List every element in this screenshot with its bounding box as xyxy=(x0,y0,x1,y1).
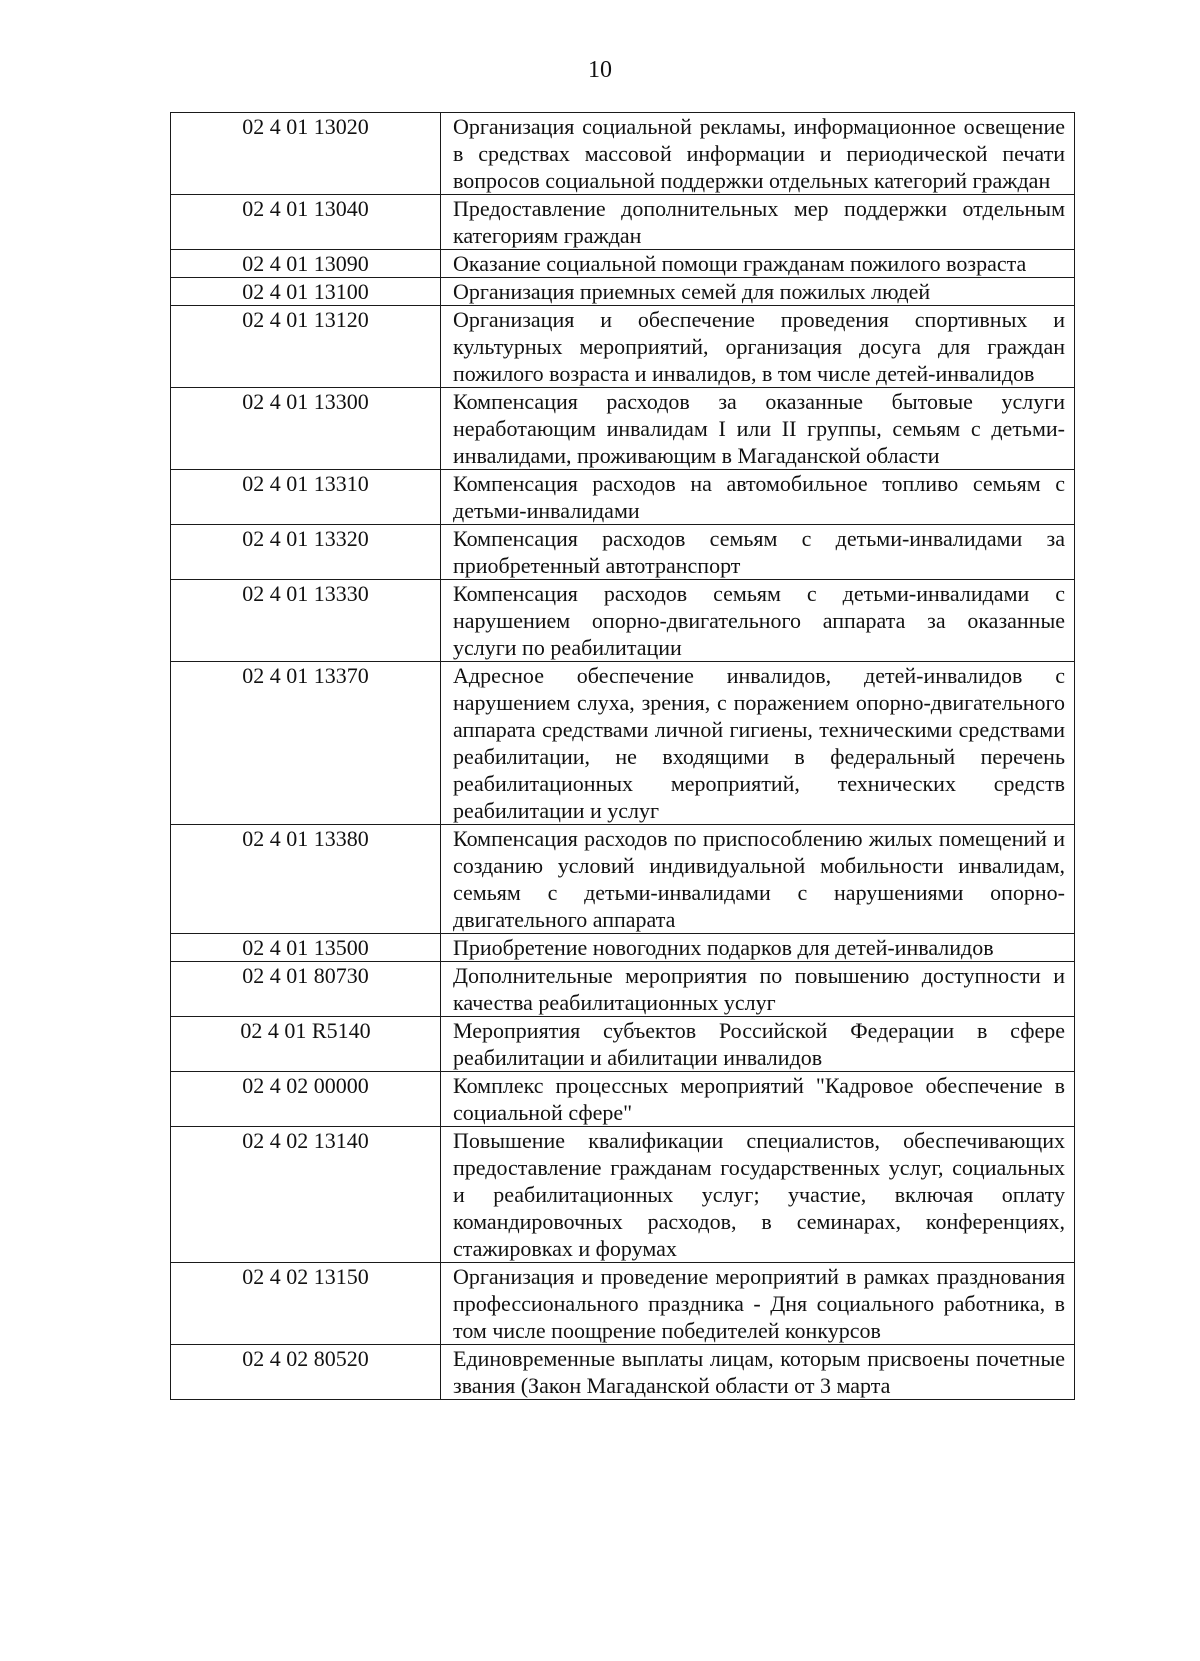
table-row xyxy=(171,1017,1075,1072)
description-cell: Компенсация расходов по приспособлению жилых помещений и созданию условий индивидуальной мобильности инвалидам, семьям с детьми-инвалидами с нарушениями опорно-двигательного аппарата xyxy=(441,825,1075,934)
description-cell: Комплекс процессных мероприятий "Кадровое обеспечение в социальной сфере" xyxy=(441,1072,1075,1127)
table-row xyxy=(171,580,1075,662)
code-cell: 02 4 01 13330 xyxy=(171,580,441,662)
table-row xyxy=(171,195,1075,250)
budget-code-table xyxy=(170,112,1075,1400)
table-row xyxy=(171,278,1075,306)
table-row xyxy=(171,1127,1075,1263)
table-row xyxy=(171,1263,1075,1345)
table-row xyxy=(171,250,1075,278)
description-cell: Мероприятия субъектов Российской Федерации в сфере реабилитации и абилитации инвалидов xyxy=(441,1017,1075,1072)
description-cell: Дополнительные мероприятия по повышению доступности и качества реабилитационных услуг xyxy=(441,962,1075,1017)
code-cell: 02 4 01 13040 xyxy=(171,195,441,250)
code-cell: 02 4 01 13320 xyxy=(171,525,441,580)
description-cell: Приобретение новогодних подарков для детей-инвалидов xyxy=(441,934,1075,962)
table-row xyxy=(171,470,1075,525)
description-cell: Адресное обеспечение инвалидов, детей-инвалидов с нарушением слуха, зрения, с поражением опорно-двигательного аппарата средствами личной гигиены, техническими средствами реабилитации, не входящими в федеральный перечень реабилитационных мероприятий, технических средств реабилитации и услуг xyxy=(441,662,1075,825)
code-cell: 02 4 01 13300 xyxy=(171,388,441,470)
description-cell: Организация и обеспечение проведения спортивных и культурных мероприятий, организация досуга для граждан пожилого возраста и инвалидов, в том числе детей-инвалидов xyxy=(441,306,1075,388)
table-row xyxy=(171,388,1075,470)
table-row xyxy=(171,306,1075,388)
code-cell: 02 4 02 00000 xyxy=(171,1072,441,1127)
description-cell: Организация и проведение мероприятий в рамках празднования профессионального праздника - Дня социального работника, в том числе поощрение победителей конкурсов xyxy=(441,1263,1075,1345)
code-cell: 02 4 02 13150 xyxy=(171,1263,441,1345)
code-cell: 02 4 01 13500 xyxy=(171,934,441,962)
table-row xyxy=(171,113,1075,195)
description-cell: Компенсация расходов за оказанные бытовые услуги неработающим инвалидам I или II группы, семьям с детьми-инвалидами, проживающим в Магаданской области xyxy=(441,388,1075,470)
code-cell: 02 4 01 13020 xyxy=(171,113,441,195)
table-row xyxy=(171,1345,1075,1400)
code-cell: 02 4 01 13310 xyxy=(171,470,441,525)
code-cell: 02 4 01 R5140 xyxy=(171,1017,441,1072)
description-cell: Компенсация расходов семьям с детьми-инвалидами с нарушением опорно-двигательного аппарата за оказанные услуги по реабилитации xyxy=(441,580,1075,662)
code-cell: 02 4 01 13120 xyxy=(171,306,441,388)
code-cell: 02 4 01 13090 xyxy=(171,250,441,278)
description-cell: Организация приемных семей для пожилых людей xyxy=(441,278,1075,306)
code-cell: 02 4 02 13140 xyxy=(171,1127,441,1263)
code-cell: 02 4 02 80520 xyxy=(171,1345,441,1400)
table-row xyxy=(171,1072,1075,1127)
description-cell: Компенсация расходов на автомобильное топливо семьям с детьми-инвалидами xyxy=(441,470,1075,525)
code-cell: 02 4 01 13380 xyxy=(171,825,441,934)
code-cell: 02 4 01 13370 xyxy=(171,662,441,825)
code-cell: 02 4 01 80730 xyxy=(171,962,441,1017)
table-row xyxy=(171,525,1075,580)
description-cell: Предоставление дополнительных мер поддержки отдельным категориям граждан xyxy=(441,195,1075,250)
table-row xyxy=(171,825,1075,934)
code-cell: 02 4 01 13100 xyxy=(171,278,441,306)
description-cell: Организация социальной рекламы, информационное освещение в средствах массовой информации и периодической печати вопросов социальной поддержки отдельных категорий граждан xyxy=(441,113,1075,195)
table-row xyxy=(171,662,1075,825)
table-row xyxy=(171,962,1075,1017)
description-cell: Повышение квалификации специалистов, обеспечивающих предоставление гражданам государственных услуг, социальных и реабилитационных услуг; участие, включая оплату командировочных расходов, в семинарах, конференциях, стажировках и форумах xyxy=(441,1127,1075,1263)
table-row xyxy=(171,934,1075,962)
description-cell: Компенсация расходов семьям с детьми-инвалидами за приобретенный автотранспорт xyxy=(441,525,1075,580)
page-number: 10 xyxy=(588,57,612,83)
description-cell: Оказание социальной помощи гражданам пожилого возраста xyxy=(441,250,1075,278)
description-cell: Единовременные выплаты лицам, которым присвоены почетные звания (Закон Магаданской области от 3 марта xyxy=(441,1345,1075,1400)
